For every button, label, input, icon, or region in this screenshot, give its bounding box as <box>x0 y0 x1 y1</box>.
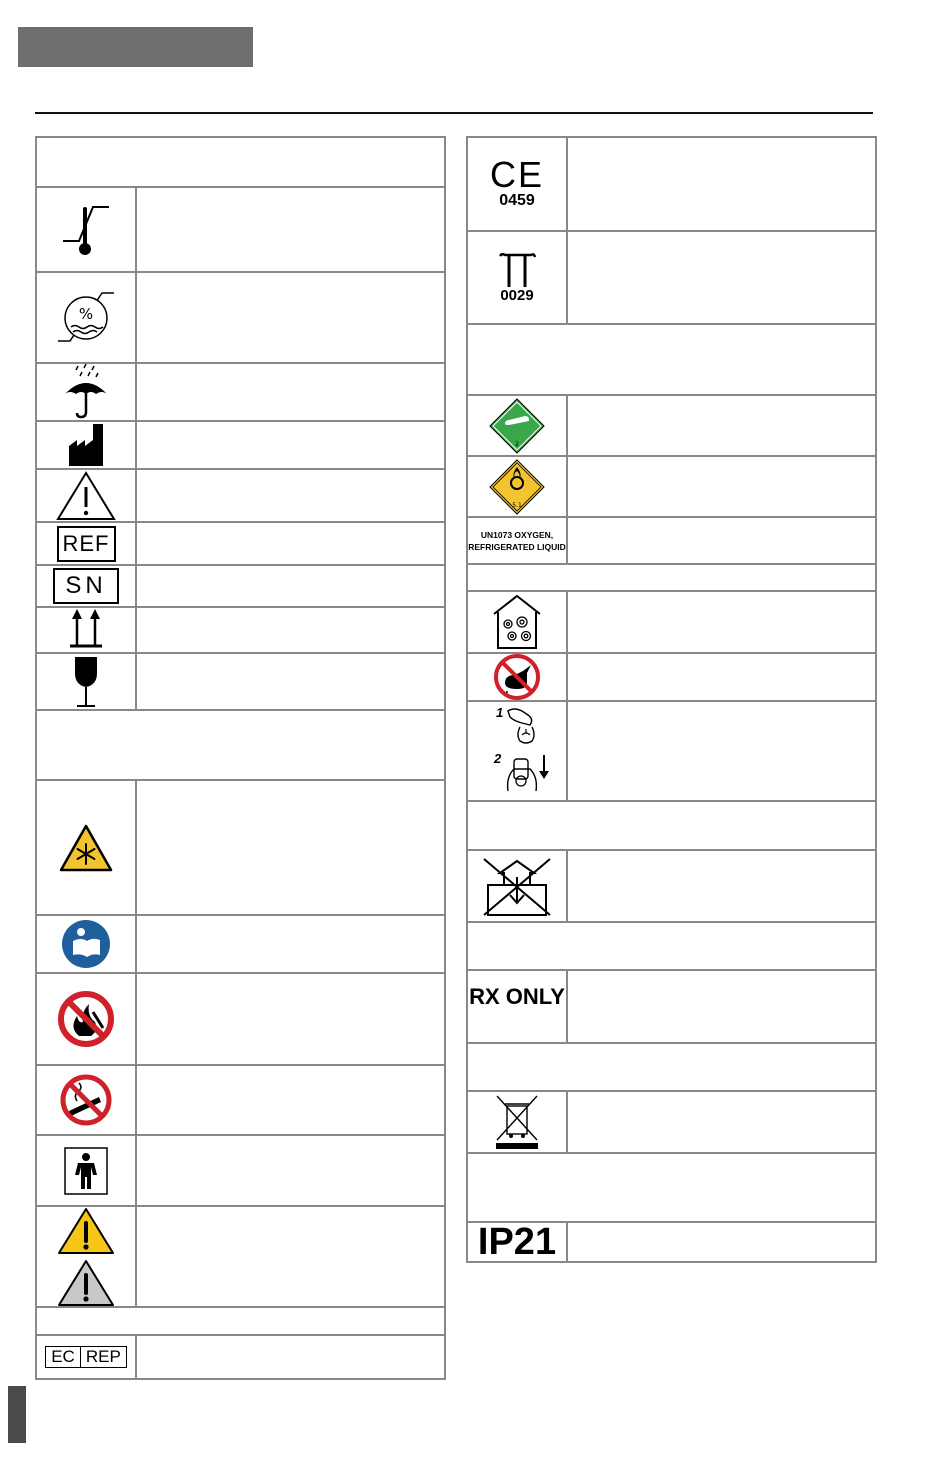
table-row <box>468 394 875 455</box>
table-row <box>37 420 444 468</box>
header-bar <box>18 27 253 67</box>
weee-bin-icon <box>495 1094 539 1150</box>
ec-rep-icon <box>45 1346 127 1368</box>
table-row <box>37 362 444 420</box>
no-smoking-icon <box>59 1073 113 1127</box>
table-row <box>468 849 875 921</box>
section-header-row <box>468 323 875 394</box>
section-header-row <box>468 921 875 969</box>
notified-body-number: 0459 <box>499 192 535 209</box>
oxidizer-icon <box>489 459 545 515</box>
table-row <box>37 606 444 652</box>
symbols-table-left <box>35 136 446 1380</box>
table-row <box>37 914 444 972</box>
section-header-row <box>468 1152 875 1221</box>
ec-label: EC <box>46 1347 81 1367</box>
table-row <box>37 972 444 1064</box>
ip21-label: IP21 <box>477 1221 557 1263</box>
table-row <box>468 1090 875 1152</box>
ce-mark-icon <box>489 154 544 210</box>
table-row <box>468 590 875 652</box>
symbols-table-right <box>466 136 877 1263</box>
fragile-icon <box>71 655 101 709</box>
table-row <box>468 1221 875 1261</box>
cold-hazard-icon <box>59 824 113 872</box>
un1073-line1: UN1073 OXYGEN, <box>480 529 554 540</box>
manufacturer-icon <box>69 424 103 466</box>
header-rule <box>35 112 873 114</box>
do-not-stack-icon <box>480 855 554 917</box>
svg-text:%: % <box>78 304 94 323</box>
type-b-applied-part-icon <box>64 1147 108 1195</box>
step-1-number: 1 <box>496 705 504 720</box>
table-row <box>37 652 444 709</box>
ventilated-room-icon <box>492 594 542 650</box>
table-row <box>468 230 875 323</box>
section-header-row <box>37 1306 444 1334</box>
svg-text:5.1: 5.1 <box>512 501 522 509</box>
pi-mark-number: 0029 <box>500 286 534 304</box>
table-row <box>468 516 875 563</box>
fill-procedure-icon <box>468 703 566 799</box>
section-header-row <box>468 800 875 849</box>
section-header-row <box>37 138 444 186</box>
table-row <box>37 186 444 271</box>
table-row <box>37 1134 444 1205</box>
serial-number-icon: SN <box>53 568 118 604</box>
ref-catalog-icon: REF <box>57 526 116 562</box>
non-flammable-gas-icon <box>489 398 545 454</box>
no-open-flame-icon <box>57 990 115 1048</box>
ce-mark-label: CE <box>489 154 544 195</box>
table-row <box>37 779 444 914</box>
table-row <box>37 1205 444 1306</box>
table-row <box>37 564 444 606</box>
un1073-line2: REFRIGERATED LIQUID <box>468 541 566 552</box>
this-way-up-icon <box>69 607 103 653</box>
pi-mark-icon <box>497 252 537 304</box>
temperature-limit-icon <box>61 199 111 261</box>
warning-triangle-icon <box>57 1207 115 1307</box>
table-row <box>468 138 875 230</box>
table-row <box>37 1064 444 1134</box>
humidity-limit-icon <box>56 287 116 349</box>
read-manual-icon <box>61 919 111 969</box>
table-row <box>468 700 875 800</box>
section-header-row <box>468 563 875 590</box>
svg-text:2: 2 <box>515 440 519 448</box>
step-2-number: 2 <box>494 751 502 766</box>
caution-icon <box>56 471 116 521</box>
un1073-label <box>468 529 566 553</box>
table-row <box>37 1334 444 1378</box>
section-header-row <box>37 709 444 779</box>
rep-label: REP <box>85 1347 121 1366</box>
page-side-tab <box>8 1386 26 1443</box>
rx-only-label: RX ONLY <box>469 984 565 1009</box>
table-row <box>468 455 875 516</box>
keep-dry-icon <box>62 364 110 420</box>
section-header-row <box>468 1042 875 1090</box>
table-row <box>37 468 444 521</box>
table-row <box>468 969 875 1042</box>
table-row <box>37 271 444 362</box>
table-row <box>37 521 444 564</box>
table-row <box>468 652 875 700</box>
no-oil-grease-icon <box>493 653 541 701</box>
